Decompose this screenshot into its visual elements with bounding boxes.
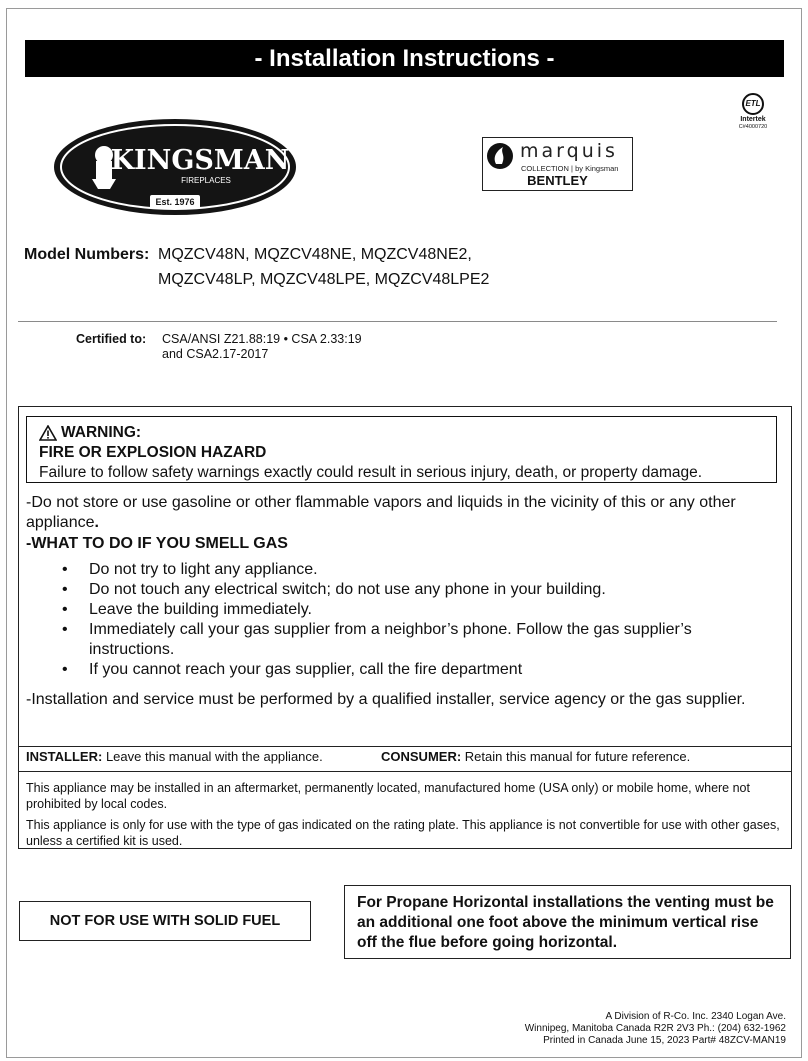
etl-certification-mark (733, 93, 773, 135)
warning-text: Failure to follow safety warnings exactly could result in serious injury, death, or property damage. (39, 464, 703, 481)
certified-line-1: CSA/ANSI Z21.88:19 • CSA 2.33:19 (162, 332, 362, 346)
list-item: • Immediately call your gas supplier from a neighbor’s phone. Follow the gas supplier’s instructions. (62, 620, 762, 660)
divider (18, 746, 792, 747)
solid-fuel-notice: NOT FOR USE WITH SOLID FUEL (19, 901, 311, 941)
consumer-note: CONSUMER: Retain this manual for future reference. (381, 749, 691, 764)
list-item: • If you cannot reach your gas supplier, call the fire department (62, 660, 762, 680)
smell-gas-list (62, 560, 762, 680)
warning-box (26, 416, 777, 483)
etl-number: C#4000720 (738, 124, 768, 130)
divider (18, 321, 777, 322)
mobile-home-note: This appliance may be installed in an aftermarket, permanently located, manufactured home (USA only) or mobile home, where not prohibited by local codes. (26, 781, 750, 811)
list-item: • Do not try to light any appliance. (62, 560, 762, 580)
storage-notice: -Do not store or use gasoline or other flammable vapors and liquids in the vicinity of this or any other appliance. (26, 494, 736, 531)
certified-line-2: and CSA2.17-2017 (162, 347, 269, 361)
list-item: • Do not touch any electrical switch; do not use any phone in your building. (62, 580, 762, 600)
etl-brand: Intertek (740, 116, 766, 123)
footer-line-2: Winnipeg, Manitoba Canada R2R 2V3 Ph.: (204) 632-1962 (524, 1023, 786, 1034)
model-numbers-line-2: MQZCV48LP, MQZCV48LPE, MQZCV48LPE2 (158, 271, 490, 288)
etl-logo-icon: ETL (742, 93, 764, 115)
page-title: - Installation Instructions - (25, 40, 784, 77)
warning-hazard: FIRE OR EXPLOSION HAZARD (39, 444, 267, 461)
svg-text:FIREPLACES: FIREPLACES (181, 176, 231, 185)
svg-text:KINGSMAN: KINGSMAN (110, 145, 290, 176)
marquis-flame-icon (486, 142, 514, 170)
marquis-logo (482, 137, 633, 191)
gas-type-note: This appliance is only for use with the type of gas indicated on the rating plate. This appliance is not convertible for use with other gases, unless a certified kit is used. (26, 818, 780, 848)
list-item: • Leave the building immediately. (62, 600, 762, 620)
model-numbers-label: Model Numbers: (24, 246, 150, 263)
smell-gas-heading: -WHAT TO DO IF YOU SMELL GAS (26, 535, 288, 552)
footer-line-1: A Division of R-Co. Inc. 2340 Logan Ave. (605, 1011, 786, 1022)
certified-label: Certified to: (76, 332, 147, 346)
model-numbers-line-1: MQZCV48N, MQZCV48NE, MQZCV48NE2, (158, 246, 472, 263)
kingsman-logo (52, 117, 298, 217)
divider (18, 771, 792, 772)
warning-triangle-icon (39, 425, 57, 441)
propane-venting-notice: For Propane Horizontal installations the venting must be an additional one foot above the minimum vertical rise off the flue before going horizontal. (344, 885, 791, 959)
service-notice: -Installation and service must be performed by a qualified installer, service agency or the gas supplier. (26, 691, 746, 708)
footer-line-3: Printed in Canada June 15, 2023 Part# 48ZCV-MAN19 (543, 1035, 786, 1046)
warning-title: WARNING: (39, 424, 141, 442)
marquis-model-name: BENTLEY (527, 173, 588, 188)
installer-note: INSTALLER: Leave this manual with the appliance. (26, 749, 323, 764)
svg-text:Est. 1976: Est. 1976 (155, 197, 195, 207)
marquis-name: marquis (520, 140, 618, 162)
marquis-collection: COLLECTION | by Kingsman (521, 164, 619, 173)
